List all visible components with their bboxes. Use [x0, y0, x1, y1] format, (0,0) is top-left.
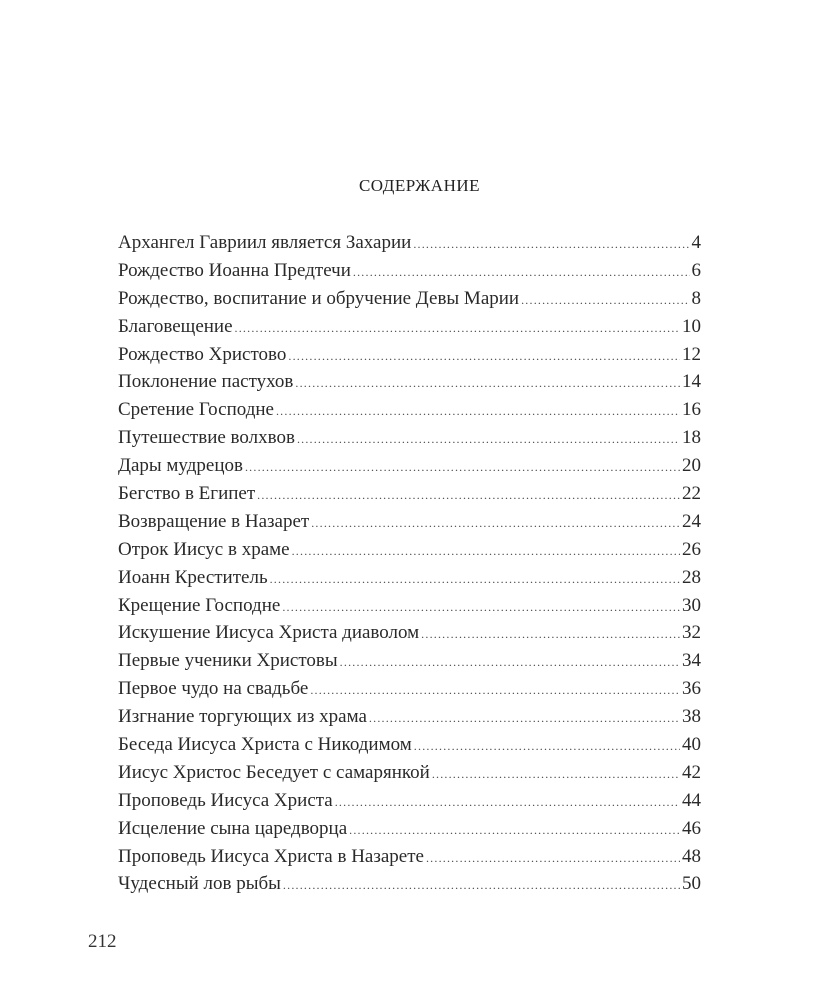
dot-leader	[521, 287, 689, 313]
toc-entry-page: 10	[682, 315, 701, 337]
dot-leader	[432, 761, 680, 787]
toc-title: СОДЕРЖАНИЕ	[358, 176, 481, 195]
toc-entry-page: 4	[691, 232, 701, 253]
toc-entry[interactable]	[118, 396, 701, 424]
toc-entry-page: 32	[682, 622, 701, 644]
toc-entry-title: Исцеление сына царедворца	[118, 817, 348, 839]
dot-leader	[414, 733, 680, 759]
toc-entry[interactable]	[118, 536, 701, 564]
toc-entry-page: 50	[682, 873, 701, 895]
toc-entry-title: Рождество, воспитание и обручение Девы Марии	[118, 287, 520, 309]
page-number: 212	[88, 931, 117, 952]
toc-entry-page: 38	[682, 706, 701, 728]
toc-entry[interactable]	[118, 759, 701, 787]
dot-leader	[340, 649, 680, 675]
dot-leader	[276, 398, 680, 424]
toc-entry-title: Отрок Иисус в храме	[118, 538, 290, 560]
toc-entry[interactable]	[118, 229, 701, 257]
toc-entry-title: Благовещение	[118, 315, 233, 337]
toc-entry[interactable]	[118, 564, 701, 592]
toc-entry-title: Иоанн Креститель	[118, 566, 268, 588]
dot-leader	[310, 677, 680, 703]
dot-leader	[257, 482, 680, 508]
toc-entry-title: Бегство в Египет	[118, 483, 256, 505]
toc-entry[interactable]	[118, 870, 701, 898]
dot-leader	[421, 621, 680, 647]
dot-leader	[369, 705, 680, 731]
dot-leader	[426, 845, 680, 871]
toc-entry-title: Первое чудо на свадьбе	[118, 678, 309, 700]
toc-entry-title: Путешествие волхвов	[118, 427, 295, 449]
toc-entry-page: 30	[682, 594, 701, 616]
toc-entry-page: 16	[682, 399, 701, 421]
toc-entry-title: Первые ученики Христовы	[118, 650, 338, 672]
dot-leader	[349, 817, 680, 843]
toc-entry-page: 20	[682, 455, 701, 477]
dot-leader	[292, 538, 680, 564]
toc-entry-title: Рождество Христово	[118, 343, 287, 365]
dot-leader	[311, 510, 680, 536]
toc-entry[interactable]	[118, 787, 701, 815]
dot-leader	[245, 454, 680, 480]
toc-entry-title: Дары мудрецов	[118, 455, 243, 477]
dot-leader	[270, 566, 680, 592]
toc-entry-page: 6	[691, 259, 701, 281]
toc-entry[interactable]	[118, 424, 701, 452]
toc-entry[interactable]	[118, 480, 701, 508]
toc-entry[interactable]	[118, 731, 701, 759]
toc-entry-title: Поклонение пастухов	[118, 371, 294, 393]
toc-entry-page: 44	[682, 789, 701, 811]
toc-entry-title: Иисус Христос Беседует с самарянкой	[118, 761, 430, 783]
toc-entry-page: 40	[682, 734, 701, 756]
dot-leader	[353, 259, 690, 285]
toc-entry-title: Крещение Господне	[118, 594, 281, 616]
dot-leader	[288, 343, 680, 369]
toc-entry-page: 14	[682, 371, 701, 393]
toc-entry-title: Возвращение в Назарет	[118, 510, 310, 532]
toc-entry[interactable]	[118, 368, 701, 396]
toc-entry-page: 8	[691, 287, 701, 309]
toc-entry[interactable]	[118, 675, 701, 703]
table-of-contents	[118, 229, 701, 898]
toc-entry-page: 46	[682, 817, 701, 839]
toc-entry[interactable]	[118, 592, 701, 620]
dot-leader	[297, 426, 680, 452]
toc-entry[interactable]	[118, 452, 701, 480]
toc-entry-title: Проповедь Иисуса Христа	[118, 789, 333, 811]
toc-entry-title: Проповедь Иисуса Христа в Назарете	[118, 845, 424, 867]
toc-entry[interactable]	[118, 647, 701, 675]
toc-entry-title: Беседа Иисуса Христа с Никодимом	[118, 734, 412, 756]
toc-entry[interactable]	[118, 285, 701, 313]
dot-leader	[413, 231, 689, 257]
toc-entry[interactable]	[118, 619, 701, 647]
toc-entry[interactable]	[118, 257, 701, 285]
toc-entry-page: 42	[682, 761, 701, 783]
toc-entry-title: Искушение Иисуса Христа диаволом	[118, 622, 420, 644]
toc-entry[interactable]	[118, 508, 701, 536]
toc-entry-page: 22	[682, 483, 701, 505]
toc-entry-title: Сретение Господне	[118, 399, 274, 421]
toc-entry[interactable]	[118, 843, 701, 871]
toc-entry[interactable]	[118, 313, 701, 341]
toc-entry-page: 24	[682, 510, 701, 532]
toc-entry-title: Чудесный лов рыбы	[118, 873, 281, 895]
toc-entry-title: Рождество Иоанна Предтечи	[118, 259, 351, 281]
toc-entry-title: Изгнание торгующих из храма	[118, 706, 367, 728]
toc-entry-page: 12	[682, 343, 701, 365]
toc-entry[interactable]	[118, 815, 701, 843]
dot-leader	[282, 594, 680, 620]
dot-leader	[283, 872, 680, 898]
toc-entry[interactable]	[118, 703, 701, 731]
toc-entry-page: 34	[682, 650, 701, 672]
dot-leader	[235, 315, 680, 341]
dot-leader	[335, 789, 680, 815]
toc-entry-page: 48	[682, 845, 701, 867]
dot-leader	[295, 370, 680, 396]
toc-entry[interactable]	[118, 341, 701, 369]
toc-entry-page: 36	[682, 678, 701, 700]
toc-entry-page: 18	[682, 427, 701, 449]
toc-entry-page: 26	[682, 538, 701, 560]
toc-entry-title: Архангел Гавриил является Захарии	[118, 232, 412, 253]
toc-entry-page: 28	[682, 566, 701, 588]
